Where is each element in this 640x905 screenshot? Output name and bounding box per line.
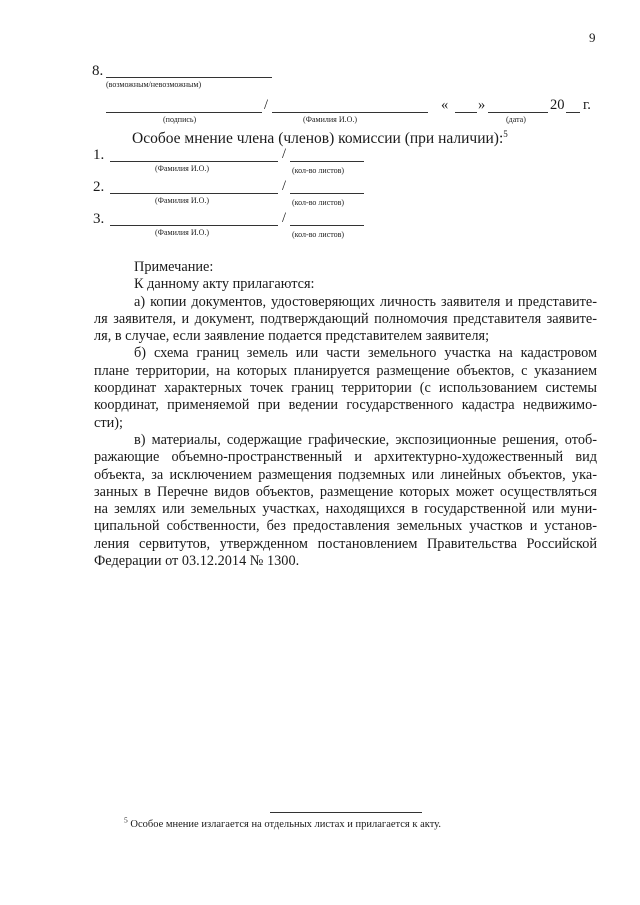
note-item-a [94, 294, 597, 346]
opinion-row-3-sheets-caption: (кол-во листов) [292, 230, 345, 239]
note-item-b-line: координат характерных точек границ территории (с использованием системы [94, 380, 597, 397]
opinion-row-1-number: 1. [93, 147, 105, 163]
note-item-b-line: сти); [94, 414, 123, 431]
date-caption: (дата) [506, 115, 526, 124]
special-opinion-heading-text: Особое мнение члена (членов) комиссии (при наличии): [132, 130, 504, 147]
note-item-a-line: ля заявителя, и документ, подтверждающий полномочия представителя заявите- [94, 310, 597, 327]
opinion-row-1-sheets-caption: (кол-во листов) [292, 166, 345, 175]
date-year-suffix: г. [583, 97, 591, 113]
name-caption: (Фамилия И.О.) [303, 115, 358, 124]
note-item-c-line: объекта, за исключением размещения подземных или линейных объектов, ука- [94, 466, 597, 483]
footnote-number: 5 [124, 815, 128, 825]
note-item-b-line: плане территории, на которых планируется размещение объектов, с указанием [94, 362, 597, 379]
opinion-row-2-slash: / [282, 178, 287, 194]
opinion-row-3-number: 3. [93, 211, 105, 227]
opinion-row-1-slash: / [282, 146, 287, 162]
opinion-row-3-name-caption: (Фамилия И.О.) [155, 228, 210, 237]
date-quote-close: » [478, 97, 486, 113]
opinion-row-1-sheets-line [290, 161, 364, 162]
note-item-c-line: на землях или земельных участках, находящихся в государственной или муни- [94, 501, 597, 518]
signature-slash: / [264, 97, 269, 113]
item-8-number: 8. [92, 63, 104, 79]
opinion-row-1-name-line [110, 161, 278, 162]
opinion-row-1-name-caption: (Фамилия И.О.) [155, 164, 210, 173]
opinion-row-3-slash: / [282, 210, 287, 226]
note-item-c-line: в) материалы, содержащие графические, экспозиционные решения, отоб- [134, 431, 597, 448]
note-item-a-line: ля, в случае, если заявление подается представителем заявителя; [94, 328, 490, 345]
item-8-line [106, 77, 272, 78]
name-line [272, 112, 428, 113]
note-item-b [94, 345, 597, 431]
signature-line [106, 112, 262, 113]
note-item-c-line: Федерации от 03.12.2014 № 1300. [94, 553, 300, 570]
footnote-separator [270, 812, 422, 813]
note-item-c-line: занных в Перечне видов объектов, размещение которых может осуществляться [94, 483, 597, 500]
special-opinion-footnote-ref: 5 [503, 128, 508, 139]
opinion-row-3-name-line [110, 225, 278, 226]
note-block [94, 259, 597, 570]
date-month-line [488, 112, 548, 113]
note-item-c [94, 432, 597, 570]
note-item-b-line: координат, применяемой при ведении государственного кадастра недвижимо- [94, 397, 597, 414]
opinion-row-2-name-caption: (Фамилия И.О.) [155, 196, 210, 205]
date-year-prefix: 20 [550, 97, 565, 113]
opinion-row-2-sheets-line [290, 193, 364, 194]
date-day-line [455, 112, 477, 113]
note-item-a-line: а) копии документов, удостоверяющих личность заявителя и представите- [134, 293, 597, 310]
note-item-c-line: ципальной собственности, без предоставления земельных участков и установ- [94, 518, 597, 535]
note-item-b-line: б) схема границ земель или части земельного участка на кадастровом [134, 345, 597, 362]
note-title: Примечание: [134, 259, 214, 275]
date-quote-open: « [441, 97, 449, 113]
footnote [124, 815, 441, 830]
signature-caption: (подпись) [163, 115, 197, 124]
date-year-line [566, 112, 580, 113]
note-item-c-line: ления сервитутов, утвержденном постановлением Правительства Российской [94, 535, 597, 552]
note-intro: К данному акту прилагаются: [134, 276, 315, 293]
opinion-row-2-sheets-caption: (кол-во листов) [292, 198, 345, 207]
opinion-row-2-number: 2. [93, 179, 105, 195]
opinion-row-2-name-line [110, 193, 278, 194]
page-number: 9 [589, 30, 596, 45]
opinion-row-3-sheets-line [290, 225, 364, 226]
item-8-caption: (возможным/невозможным) [106, 80, 202, 89]
special-opinion-heading [132, 130, 508, 148]
footnote-text: Особое мнение излагается на отдельных листах и прилагается к акту. [130, 819, 441, 830]
note-item-c-line: ражающие объемно-пространственный и архитектурно-художественный вид [94, 449, 597, 466]
